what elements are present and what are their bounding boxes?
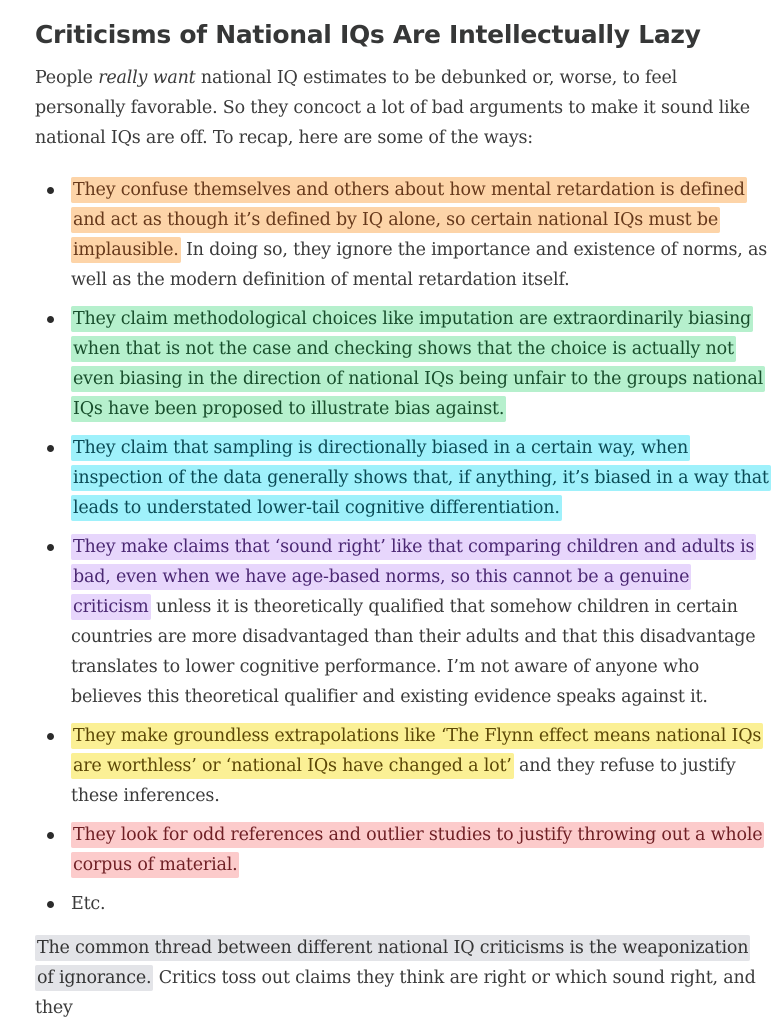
closing-paragraph xyxy=(35,933,770,1023)
list-item-3 xyxy=(35,433,770,523)
intro-paragraph xyxy=(35,63,770,153)
list-item-text: and they refuse to justify these inferences. xyxy=(71,756,736,806)
article xyxy=(35,18,770,1023)
bullet-icon xyxy=(47,901,54,908)
intro-text-end: national IQ estimates to be debunked or, worse, to feel personally favorable. So they concoct a lot of bad arguments to make it sound like national IQs are off. To recap, here are some of the ways: xyxy=(35,68,750,148)
article-heading: Criticisms of National IQs Are Intellectually Lazy xyxy=(35,20,701,49)
criticisms-list xyxy=(35,175,770,919)
list-item-text: In doing so, they ignore the importance and existence of norms, as well as the modern definition of mental retardation itself. xyxy=(71,240,768,290)
list-item-6 xyxy=(35,820,770,880)
highlight-yellow: They make groundless extrapolations like ‘The Flynn effect means national IQs are worthless’ or ‘national IQs have changed a lot’ xyxy=(71,723,763,779)
intro-text-start: People xyxy=(35,68,99,88)
highlight-green: They claim methodological choices like imputation are extraordinarily biasing when that is not the case and checking shows that the choice is actually not even biasing in the direction of national IQs being unfair to the groups national IQs have been proposed to illustrate bias against. xyxy=(71,306,765,422)
highlight-gray: The common thread between different national IQ criticisms is the weaponization of ignorance. xyxy=(35,935,750,991)
list-item-text: Etc. xyxy=(71,894,106,914)
bullet-icon xyxy=(47,187,54,194)
bullet-icon xyxy=(47,733,54,740)
list-item-1 xyxy=(35,175,770,295)
list-item-7 xyxy=(35,889,770,919)
highlight-red: They look for odd references and outlier studies to justify throwing out a whole corpus of material. xyxy=(71,822,764,878)
highlight-cyan: They claim that sampling is directionally biased in a certain way, when inspection of the data generally shows that, if anything, it’s biased in a way that leads to understated lower-tail cognitive differentiation. xyxy=(71,435,771,521)
closing-text: Critics toss out claims they think are right or which sound right, and they xyxy=(35,968,756,1018)
bullet-icon xyxy=(47,316,54,323)
list-item-4 xyxy=(35,532,770,712)
list-item-text: unless it is theoretically qualified that somehow children in certain countries are more disadvantaged than their adults and that this disadvantage translates to lower cognitive performance. I’m not aware of anyone who believes this theoretical qualifier and existing evidence speaks against it. xyxy=(71,597,756,707)
list-item-5 xyxy=(35,721,770,811)
intro-emphasis: really want xyxy=(98,68,196,88)
highlight-purple: They make claims that ‘sound right’ like that comparing children and adults is bad, even when we have age-based norms, so this cannot be a genuine criticism xyxy=(71,534,756,620)
bullet-icon xyxy=(47,544,54,551)
highlight-orange: They confuse themselves and others about how mental retardation is defined and act as though it’s defined by IQ alone, so certain national IQs must be implausible. xyxy=(71,177,747,263)
bullet-icon xyxy=(47,445,54,452)
bullet-icon xyxy=(47,832,54,839)
list-item-2 xyxy=(35,304,770,424)
